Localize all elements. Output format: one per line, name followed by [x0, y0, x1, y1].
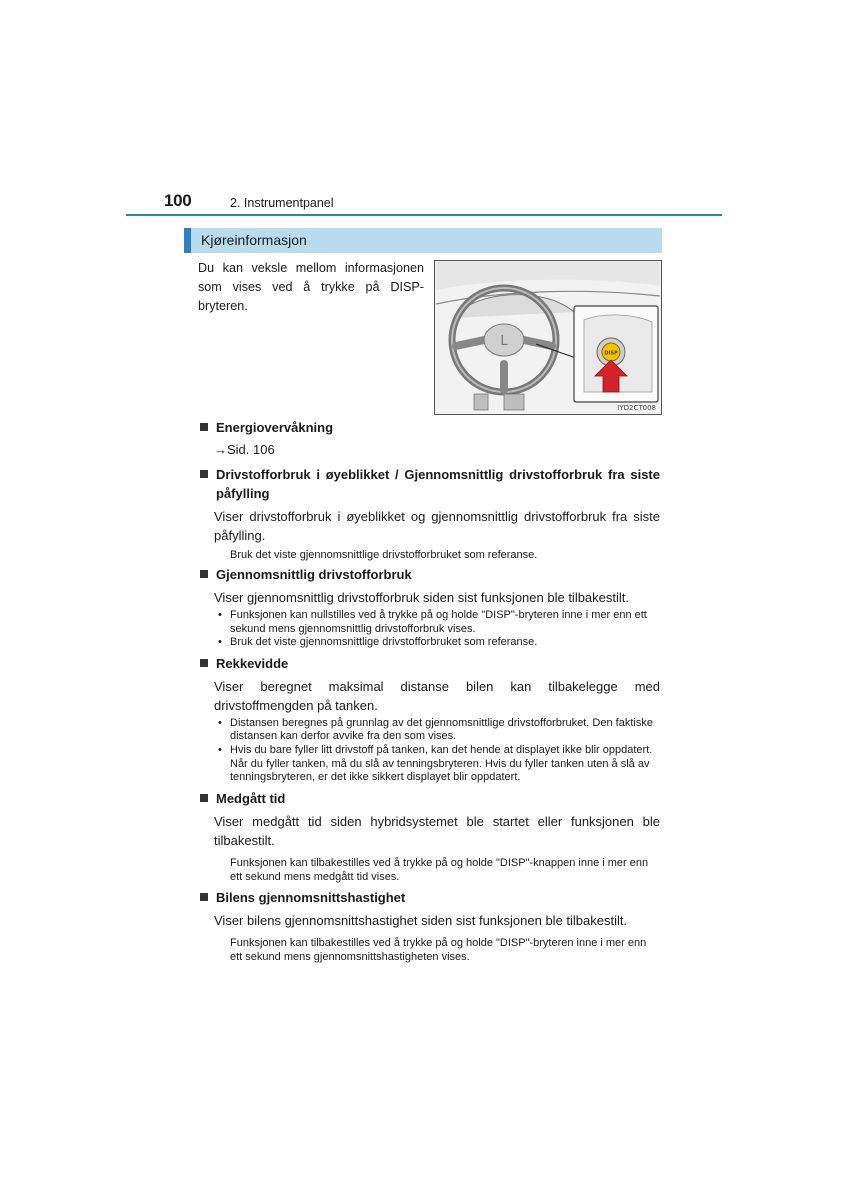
page-number: 100	[164, 191, 192, 210]
item-heading: Bilens gjennomsnittshastighet	[216, 889, 406, 905]
item-text: Viser bilens gjennomsnittshastighet siden sist funksjonen ble tilbakestilt.	[214, 912, 628, 928]
item-elapsed-time	[198, 789, 660, 884]
item-average-speed	[198, 888, 660, 964]
item-text: Viser drivstofforbruk i øyeblikket og gjennomsnittlig drivstofforbruk fra siste påfylling.	[214, 509, 660, 543]
svg-text:L: L	[500, 334, 508, 349]
item-note: Funksjonen kan tilbakestilles ved å trykke på og holde "DISP"-bryteren inne i mer enn ett sekund mens gjennomsnittshastigheten vises.	[230, 936, 647, 963]
bullet-list	[218, 609, 660, 650]
section-title: Kjøreinformasjon	[201, 232, 307, 248]
chapter-title: 2. Instrumentpanel	[230, 196, 334, 210]
section-heading-bar	[184, 228, 662, 253]
item-heading: Medgått tid	[216, 790, 286, 806]
dashboard-illustration	[434, 260, 662, 415]
figure-code: IYD2CT008	[617, 404, 656, 412]
item-heading: Rekkevidde	[216, 655, 289, 671]
bullet-item: • Bruk det viste gjennomsnittlige drivstofforbruket som referanse.	[218, 636, 660, 650]
bullet-list	[218, 717, 660, 785]
item-note: Bruk det viste gjennomsnittlige drivstofforbruket som referanse.	[230, 549, 538, 561]
item-heading: Energiovervåkning	[216, 420, 334, 435]
intro-paragraph: Du kan veksle mellom informasjonen som vises ved å trykke på DISP-bryteren.	[198, 261, 424, 313]
item-text: Viser medgått tid siden hybridsystemet ble startet eller funksjonen ble tilbakestilt.	[214, 813, 660, 848]
square-bullet-icon	[200, 794, 208, 802]
item-list	[198, 418, 660, 967]
square-bullet-icon	[200, 423, 208, 431]
bullet-item: • Distansen beregnes på grunnlag av det gjennomsnittlige drivstofforbruket. Den faktiske distansen kan derfor avvike fra den som vises.	[218, 717, 660, 744]
item-average-fuel-consumption	[198, 565, 660, 650]
bullet-item: • Hvis du bare fyller litt drivstoff på tanken, kan det hende at displayet ikke blir oppdatert. Når du fyller tanken, må du slå av tenningsbryteren. Hvis du fyller tanken uten å slå av tenningsbryteren, er det ikke sikkert displayet blir oppdatert.	[218, 744, 660, 785]
square-bullet-icon	[200, 570, 208, 578]
disp-button-label: DISP	[604, 350, 618, 357]
item-text: Viser gjennomsnittlig drivstofforbruk siden sist funksjonen ble tilbakestilt.	[214, 590, 630, 605]
item-note: Funksjonen kan tilbakestilles ved å trykke på og holde "DISP"-knappen inne i mer enn ett sekund mens medgått tid vises.	[230, 856, 649, 883]
square-bullet-icon	[200, 659, 208, 667]
item-text: Viser beregnet maksimal distanse bilen kan tilbakelegge med drivstoffmengden på tanken.	[214, 678, 660, 713]
item-range	[198, 654, 660, 785]
item-current-fuel-consumption	[198, 465, 660, 562]
header-rule	[126, 214, 722, 216]
square-bullet-icon	[200, 470, 208, 478]
item-heading: Gjennomsnittlig drivstofforbruk	[216, 567, 412, 582]
page-reference-link[interactable]: →Sid. 106	[214, 442, 275, 457]
item-energy-monitor	[198, 418, 660, 459]
item-heading: Drivstofforbruk i øyeblikket / Gjennomsnittlig drivstofforbruk fra siste påfylling	[216, 467, 660, 501]
square-bullet-icon	[200, 893, 208, 901]
bullet-item: • Funksjonen kan nullstilles ved å trykke på og holde "DISP"-bryteren inne i mer enn ett sekund mens gjennomsnittlig drivstofforbruk vises.	[218, 609, 660, 636]
